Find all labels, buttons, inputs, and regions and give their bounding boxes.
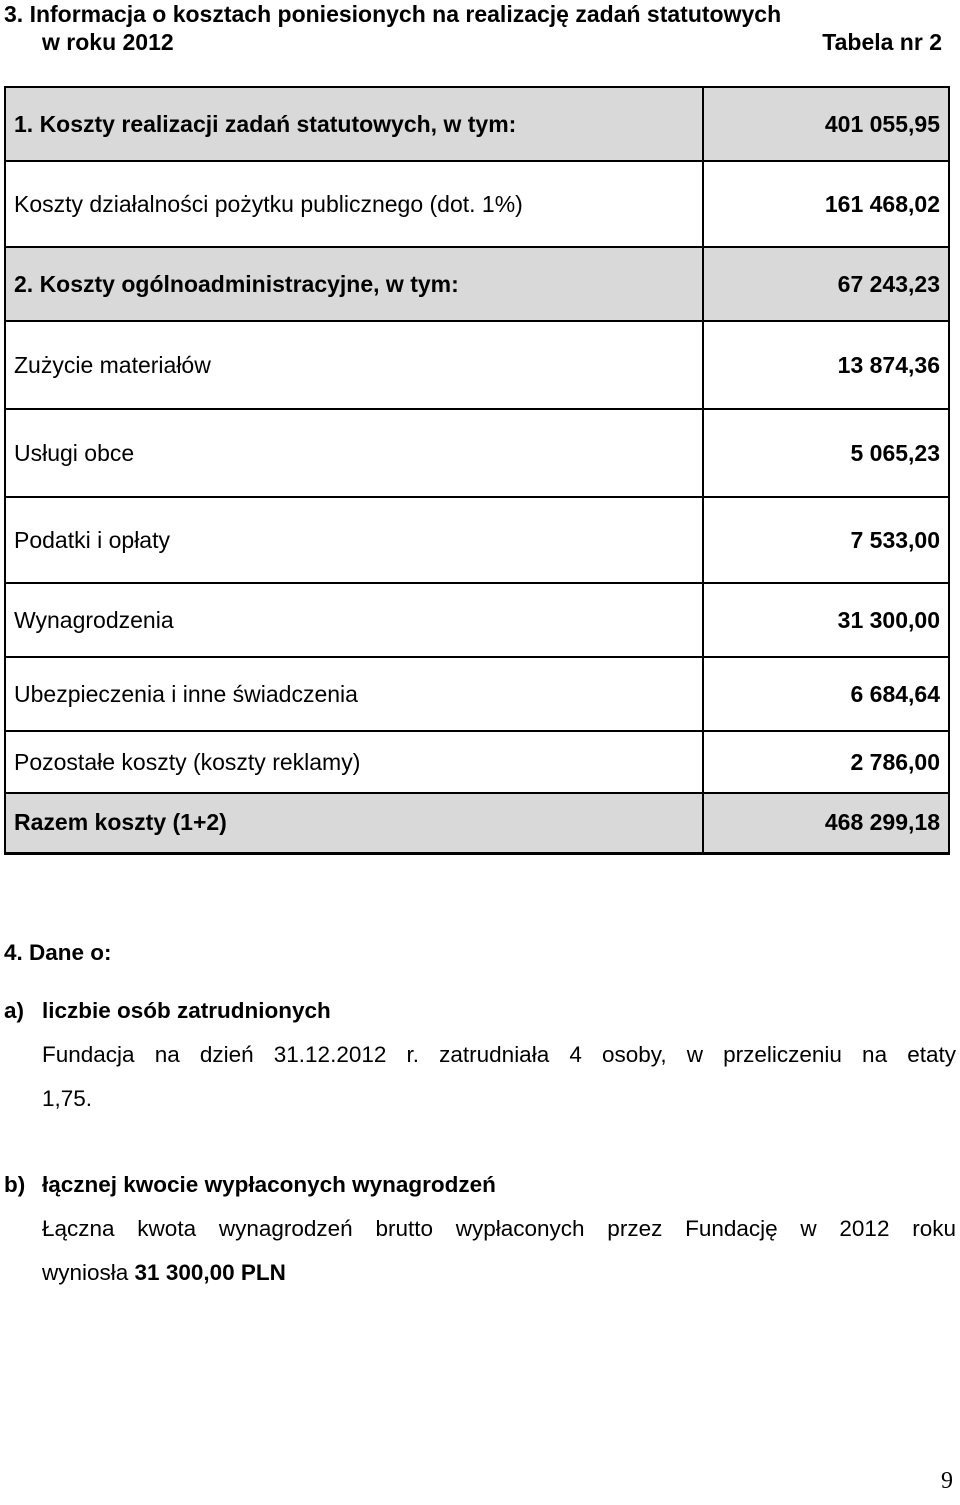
cost-table <box>4 86 950 855</box>
row-amount: 161 468,02 <box>703 161 949 247</box>
row-label: Podatki i opłaty <box>5 497 703 583</box>
item-b-text-line2 <box>42 1260 286 1286</box>
item-b-heading: łącznej kwocie wypłaconych wynagrodzeń <box>42 1172 496 1197</box>
row-amount: 5 065,23 <box>703 409 949 497</box>
row-label: Ubezpieczenia i inne świadczenia <box>5 657 703 731</box>
total-label: Razem koszty (1+2) <box>5 793 703 853</box>
row-amount: 13 874,36 <box>703 321 949 409</box>
item-b-marker: b) <box>4 1172 26 1197</box>
row-label: 1. Koszty realizacji zadań statutowych, w tym: <box>5 87 703 161</box>
row-amount: 67 243,23 <box>703 247 949 321</box>
item-b-amount: 31 300,00 PLN <box>134 1260 286 1285</box>
row-label: Koszty działalności pożytku publicznego (dot. 1%) <box>5 161 703 247</box>
item-b-text-line1: Łączna kwota wynagrodzeń brutto wypłaconych przez Fundację w 2012 roku <box>42 1216 956 1241</box>
table-row <box>5 409 949 497</box>
row-label: Wynagrodzenia <box>5 583 703 657</box>
table-row <box>5 247 949 321</box>
row-amount: 401 055,95 <box>703 87 949 161</box>
item-a-text-line1: Fundacja na dzień 31.12.2012 r. zatrudniała 4 osoby, w przeliczeniu na etaty <box>42 1042 956 1067</box>
row-label: Zużycie materiałów <box>5 321 703 409</box>
row-amount: 2 786,00 <box>703 731 949 793</box>
item-b-text-prefix: wyniosła <box>42 1260 135 1285</box>
table-row <box>5 731 949 793</box>
table-row-total <box>5 793 949 853</box>
table-row <box>5 87 949 161</box>
row-label: 2. Koszty ogólnoadministracyjne, w tym: <box>5 247 703 321</box>
row-label: Pozostałe koszty (koszty reklamy) <box>5 731 703 793</box>
table-row <box>5 657 949 731</box>
total-amount: 468 299,18 <box>703 793 949 853</box>
row-amount: 7 533,00 <box>703 497 949 583</box>
row-label: Usługi obce <box>5 409 703 497</box>
section-4-title: 4. Dane o: <box>4 940 112 965</box>
table-row <box>5 161 949 247</box>
row-amount: 6 684,64 <box>703 657 949 731</box>
section-heading: 3. Informacja o kosztach poniesionych na realizację zadań statutowych <box>4 1 782 27</box>
table-row <box>5 583 949 657</box>
section-heading-year: w roku 2012 <box>42 29 174 55</box>
table-row <box>5 497 949 583</box>
page-number: 9 <box>941 1468 953 1494</box>
row-amount: 31 300,00 <box>703 583 949 657</box>
table-reference: Tabela nr 2 <box>822 29 942 55</box>
table-row <box>5 321 949 409</box>
item-a-text-line2: 1,75. <box>42 1086 93 1111</box>
item-a-marker: a) <box>4 998 25 1023</box>
item-a-heading: liczbie osób zatrudnionych <box>42 998 331 1023</box>
